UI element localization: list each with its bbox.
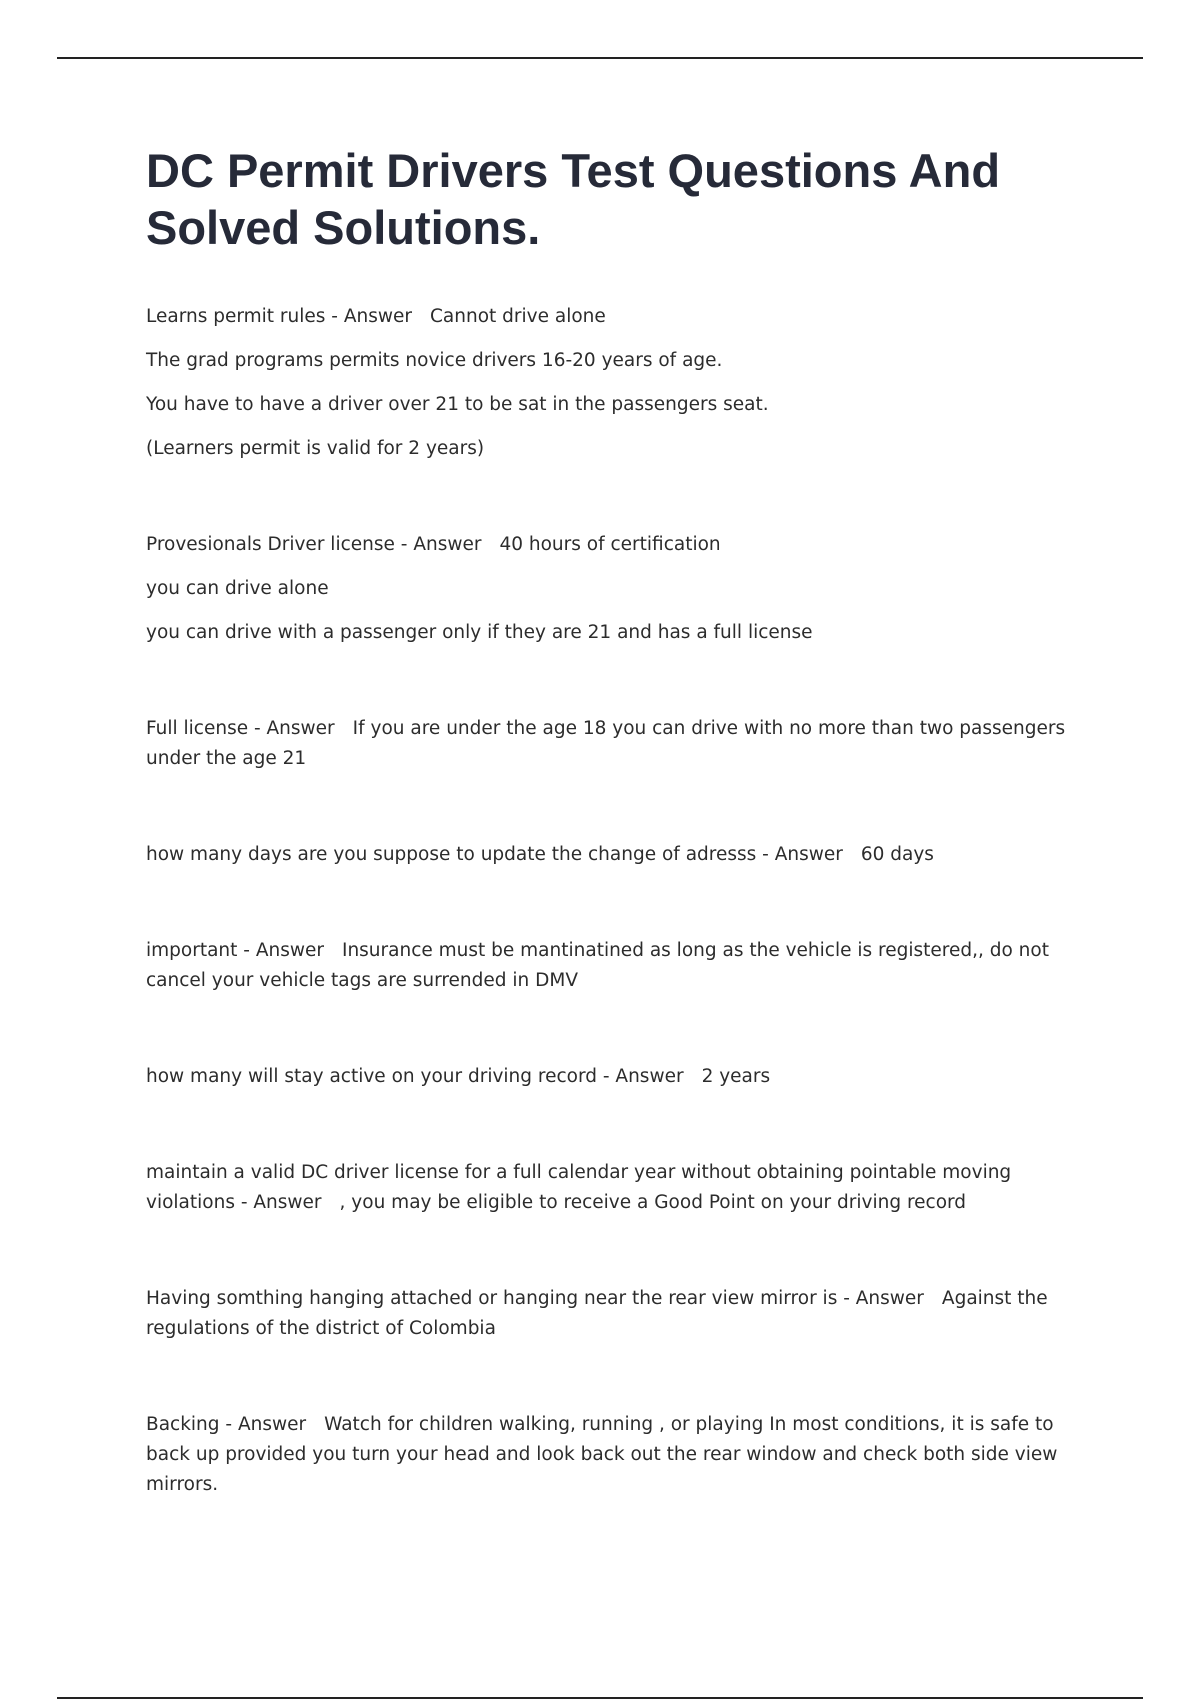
question-text: how many will stay active on your driving record - Answer <box>146 1066 684 1087</box>
answer-text: 2 years <box>701 1066 771 1087</box>
question-text: Having somthing hanging attached or hanging near the rear view mirror is - Answer <box>146 1288 924 1309</box>
question-text: Backing - Answer <box>146 1414 307 1435</box>
answer-detail: The grad programs permits novice drivers 16-20 years of age. <box>146 350 723 371</box>
qa-entry <box>146 1158 1081 1218</box>
qa-entry <box>146 1284 1081 1344</box>
answer-detail: (Learners permit is valid for 2 years) <box>146 438 485 459</box>
qa-line <box>146 530 1081 574</box>
answer-text: , you may be eligible to receive a Good Point on your driving record <box>339 1192 967 1213</box>
answer-text: Insurance must be mantinatined as long as the vehicle is registered,, do not cancel your vehicle tags are surrended in DMV <box>146 940 1049 991</box>
qa-entry <box>146 936 1081 996</box>
question-text: Provesionals Driver license - Answer <box>146 534 482 555</box>
answer-text: Against the regulations of the district of Colombia <box>146 1288 1048 1339</box>
qa-entry <box>146 840 1081 870</box>
question-text: maintain a valid DC driver license for a full calendar year without obtaining pointable moving violations - Answer <box>146 1162 1012 1213</box>
qa-line <box>146 302 1081 346</box>
qa-line <box>146 1410 1081 1500</box>
qa-entry <box>146 1062 1081 1092</box>
answer-detail: you can drive alone <box>146 578 329 599</box>
answer-text: 60 days <box>860 844 934 865</box>
qa-line <box>146 714 1081 774</box>
document-body <box>146 302 1081 1566</box>
answer-detail: You have to have a driver over 21 to be sat in the passengers seat. <box>146 394 769 415</box>
document-title: DC Permit Drivers Test Questions And Solved Solutions. <box>146 144 1001 254</box>
qa-entry <box>146 1410 1081 1500</box>
qa-line <box>146 840 1081 870</box>
qa-line <box>146 936 1081 996</box>
qa-entry <box>146 714 1081 774</box>
question-text: Full license - Answer <box>146 718 335 739</box>
answer-detail: you can drive with a passenger only if they are 21 and has a full license <box>146 622 813 643</box>
answer-text: 40 hours of certification <box>499 534 721 555</box>
qa-line <box>146 1158 1081 1218</box>
answer-text: If you are under the age 18 you can drive with no more than two passengers under the age 21 <box>146 718 1066 769</box>
question-text: how many days are you suppose to update the change of adresss - Answer <box>146 844 843 865</box>
header-rule <box>57 57 1143 59</box>
qa-line <box>146 1062 1081 1092</box>
question-text: Learns permit rules - Answer <box>146 306 412 327</box>
qa-line <box>146 1284 1081 1344</box>
answer-text: Watch for children walking, running , or playing In most conditions, it is safe to back up provided you turn your head and look back out the rear window and check both side view mirrors. <box>146 1414 1058 1495</box>
question-text: important - Answer <box>146 940 324 961</box>
answer-text: Cannot drive alone <box>430 306 606 327</box>
footer-rule <box>57 1697 1143 1699</box>
qa-entry <box>146 302 1081 464</box>
qa-entry <box>146 530 1081 648</box>
